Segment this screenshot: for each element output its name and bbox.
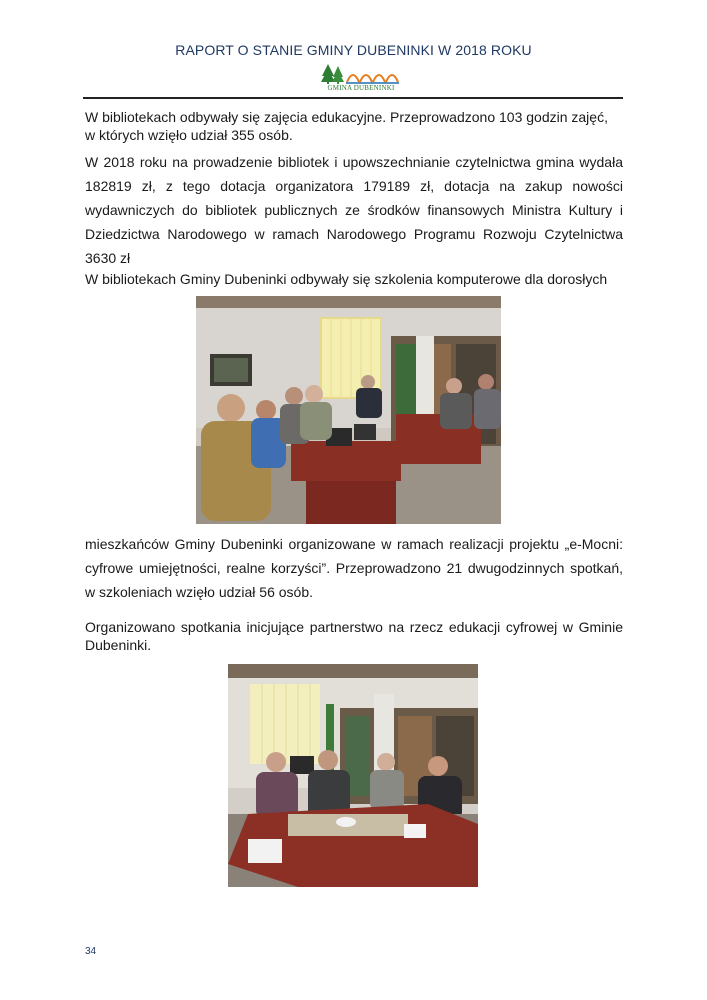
paragraph-education: W bibliotekach odbywały się zajęcia edukacyjne. Przeprowadzono 103 godzin zajęć, w których wzięło udział 355 osób. <box>85 109 608 143</box>
photo-partnership-meeting <box>228 664 478 887</box>
photo-partnership-meeting-image <box>228 664 478 887</box>
paragraph-training-intro: W bibliotekach Gminy Dubeninki odbywały się szkolenia komputerowe dla dorosłych <box>85 271 608 287</box>
report-header-title: RAPORT O STANIE GMINY DUBENINKI W 2018 ROKU <box>175 42 532 58</box>
paragraph-funding: W 2018 roku na prowadzenie bibliotek i upowszechnianie czytelnictwa gmina wydała 182819 zł, z tego dotacja organizatora 179189 zł, dotacja na zakup nowości wydawniczych do bibliotek publicznych ze środków finansowych Ministra Kultury i Dziedzictwa Narodowego w ramach Narodowego Programu Rozwoju Czytelnictwa 3630 zł <box>85 154 623 266</box>
paragraph-partnership: Organizowano spotkania inicjujące partnerstwo na rzecz edukacji cyfrowej w Gminie Dubeninki. <box>85 619 623 653</box>
photo-computer-training-image <box>196 296 501 524</box>
gmina-logo-icon <box>320 62 402 86</box>
paragraph-training-details: mieszkańców Gminy Dubeninki organizowane w ramach realizacji projektu „e-Mocni: cyfrowe umiejętności, realne korzyści”. Przeprowadzono 21 dwugodzinnych spotkań, w szkoleniach wzięło udział 56 osób. <box>85 536 623 600</box>
logo-text: GMINA DUBENINKI <box>327 84 395 92</box>
gmina-logo <box>320 62 402 92</box>
photo-computer-training <box>196 296 501 524</box>
page-number: 34 <box>85 946 97 957</box>
header-divider <box>83 97 623 99</box>
